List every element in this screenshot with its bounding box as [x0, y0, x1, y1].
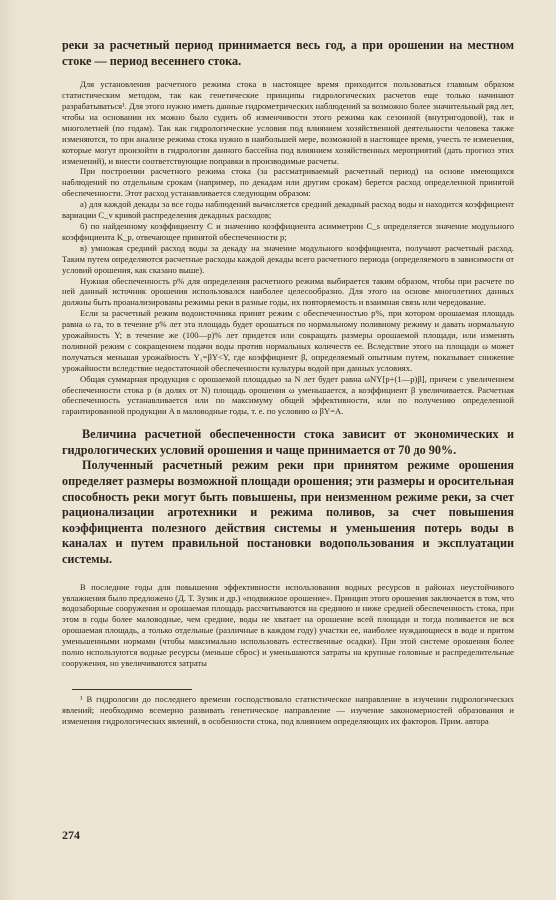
paragraph: Полученный расчетный режим реки при принятом режиме орошения определяет размеры возможной площади орошения; эти размеры и оросительная способность реки могут быть повышены, при неизменном режиме реки, за счет рационализации агротехники и режима поливов, за счет повышения коэффициента полезного действия системы и уменьшения потерь воды в каналах и путем правильной постановки водопользования и эксплуатации системы.	[62, 458, 514, 567]
text-block-top	[62, 38, 514, 417]
paragraph: реки за расчетный период принимается весь год, а при орошении на местном стоке — период весеннего стока.	[62, 38, 514, 68]
paragraph: Для установления расчетного режима стока в настоящее время приходится пользоваться главным образом статистическим методом, так как генетические принципы гидрологических расчетов еще только начинают разрабатываться¹. Для этого нужно иметь данные гидрометрических наблюдений за возможно более значительный ряд лет, чтобы на основании их можно было судить об изменчивости этого режима как сезонной (внутригодовой), так и многолетней (по годам). Так как гидрологические условия под влиянием хозяйственной деятельности человека также изменяются, то при анализе режима стока нужно в наибольшей мере, возможной в настоящее время, учесть те изменения, которые могут произойти в гидрологии данного бассейна под влиянием хозяйственных мероприятий (дать прогноз этих изменений), и внести соответствующие поправки в производимые расчеты.	[62, 79, 514, 166]
paragraph: в) умножая средний расход воды за декаду на значение модульного коэффициента, получают расчетный расход. Таким путем определяются расчетные расходы каждой декады всего расчетного периода (определяемого в зависимости от условий орошения, как сказано выше).	[62, 242, 514, 275]
section-gap	[62, 568, 514, 582]
section-gap	[62, 417, 514, 427]
paragraph: Величина расчетной обеспеченности стока зависит от экономических и гидрологических условий орошения и чаще принимается от 70 до 90%.	[62, 427, 514, 457]
paragraph: В последние годы для повышения эффективности использования водных ресурсов в районах неустойчивого увлажнения было предложено (Д. Т. Зузик и др.) «подвижное орошение». Принцип этого орошения заключается в том, что водозаборные сооружения и орошаемая площадь рассчитываются на среднюю и ниже средней обеспеченность стока, при этом в годы более маловодные, чем средние, воды не хватает на орошение всей площади и тогда поливается не вся орошаемая площадь, а только отдельные (различные в каждом году) участки ее, наиболее нуждающиеся в воде и притом уменьшенными нормами (чтобы максимально использовать естественные осадки). При этой системе орошения более полно используются водные ресурсы (меньше сброс) и уменьшаются затраты на крупные головные и распределительные сооружения, но увеличиваются затраты	[62, 581, 514, 668]
footnote: ¹ В гидрологии до последнего времени господствовало статистическое направление в изучении гидрологических явлений; необходимо всемерно развивать генетическое направление — изучение закономерностей образования и изменения гидрологических явлений, в особенности стока, под влиянием определяющих их факторов. Прим. автора	[62, 693, 514, 726]
paragraph: При построении расчетного режима стока (за рассматриваемый расчетный период) на основе имеющихся наблюдений по отдельным срокам (например, по декадам или другим срокам) берется расход определенной принятой обеспеченности. Этот расход устанавливается следующим образом:	[62, 166, 514, 199]
paragraph: Если за расчетный режим водоисточника принят режим с обеспеченностью p%, при котором орошаемая площадь равна ω га, то в течение p% лет эта площадь будет орошаться по нормальному поливному режиму и давать нормальную урожайность Y; в течение же (100—p)% лет придется или сокращать размеры орошаемой площади, или изменять поливной режим с сокращением подачи воды против нормальных количеств ее. Вследствие этого на площади ω может получаться меньшая урожайность Y₁=βY<Y, где коэффициент β, определяемый опытным путем, показывает снижение урожайности вследствие недостаточной обеспеченности культуры водой при данных условиях.	[62, 308, 514, 373]
page-number: 274	[62, 828, 80, 842]
paragraph: б) по найденному коэффициенту C и значению коэффициента асимметрии C_s определяется значение модульного коэффициента K_p, отвечающее принятой обеспеченности p;	[62, 220, 514, 242]
paragraph: а) для каждой декады за все годы наблюдений вычисляется средний декадный расход воды и находится коэффициент вариации C_v кривой распределения декадных расходов;	[62, 199, 514, 221]
paragraph: Нужная обеспеченность p% для определения расчетного режима выбирается таким образом, чтобы при расчете по ней данный источник орошения использовался наиболее целесообразно. Для этого на основе многолетних данных должны быть проанализированы режимы реки в разные годы, их повторяемость и взаимная связь или чередование.	[62, 275, 514, 308]
footnote-rule	[72, 689, 192, 690]
paragraph: Общая суммарная продукция с орошаемой площадью за N лет будет равна ωNY[p+(1—p)β], причем с увеличением обеспеченности стока p (в долях от N) площадь орошения ω уменьшается, а коэффициент β увеличивается. Расчетная обеспеченность устанавливается или по максимуму общей эффективности, или по получению определенной гарантированной продукции A в маловодные годы, т. е. по условию ω βY=A.	[62, 373, 514, 417]
text-block-middle	[62, 427, 514, 567]
text-block-bottom	[62, 582, 514, 669]
